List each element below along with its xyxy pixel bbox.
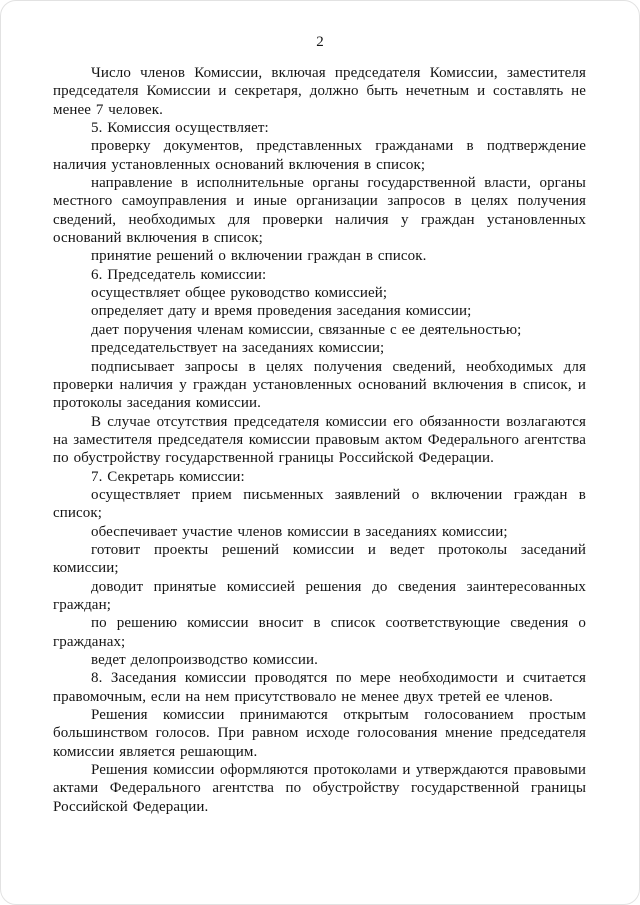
paragraph: доводит принятые комиссией решения до сведения заинтересованных граждан;: [53, 578, 586, 613]
paragraph: 7. Секретарь комиссии:: [91, 468, 245, 485]
paragraph: ведет делопроизводство комиссии.: [91, 652, 319, 668]
paragraph: принятие решений о включении граждан в список.: [91, 248, 427, 265]
paragraph: председательствует на заседаниях комиссии;: [91, 340, 385, 357]
paragraph: осуществляет прием письменных заявлений о включении граждан в список;: [53, 486, 586, 522]
paragraph: определяет дату и время проведения заседания комиссии;: [91, 303, 472, 320]
paragraph: Решения комиссии оформляются протоколами и утверждаются правовыми актами Федерального агентства по обустройству государственной границы Российской Федерации.: [53, 762, 586, 815]
paragraph: 8. Заседания комиссии проводятся по мере необходимости и считается правомочным, если на нем присутствовало не менее двух третей ее членов.: [53, 670, 586, 705]
paragraph: осуществляет общее руководство комиссией;: [91, 285, 388, 302]
paragraph: готовит проекты решений комиссии и ведет протоколы заседаний комиссии;: [53, 541, 586, 577]
paragraph: обеспечивает участие членов комиссии в заседаниях комиссии;: [91, 523, 508, 540]
paragraph: подписывает запросы в целях получения сведений, необходимых для проверки наличия у граждан установленных оснований включения в список, и протоколы заседания комиссии.: [53, 358, 586, 412]
paragraph: Число членов Комиссии, включая председателя Комиссии, заместителя председателя Комиссии и секретаря, должно быть нечетным и составлять не менее 7 человек.: [53, 65, 586, 118]
paragraph: проверку документов, представленных гражданами в подтверждение наличия установленных оснований включения в список;: [53, 138, 586, 173]
paragraph: направление в исполнительные органы государственной власти, органы местного самоуправления и иные организации запросов в целях получения сведений, необходимых для проверки наличия у граждан установленных оснований включения в список;: [53, 175, 586, 247]
paragraph: В случае отсутствия председателя комиссии его обязанности возлагаются на заместителя председателя комиссии правовым актом Федерального агентства по обустройству государственной границы Российской Федерации.: [53, 413, 586, 467]
paragraph: по решению комиссии вносит в список соответствующие сведения о гражданах;: [53, 615, 586, 650]
paragraph: 6. Председатель комиссии:: [91, 266, 267, 283]
document-body: [53, 64, 586, 816]
paragraph: дает поручения членам комиссии, связанные с ее деятельностью;: [91, 321, 522, 338]
paragraph: 5. Комиссия осуществляет:: [91, 120, 269, 137]
page-number: 2: [316, 34, 324, 50]
paragraph: Решения комиссии принимаются открытым голосованием простым большинством голосов. При равном исходе голосования мнение председателя комиссии является решающим.: [53, 707, 586, 760]
